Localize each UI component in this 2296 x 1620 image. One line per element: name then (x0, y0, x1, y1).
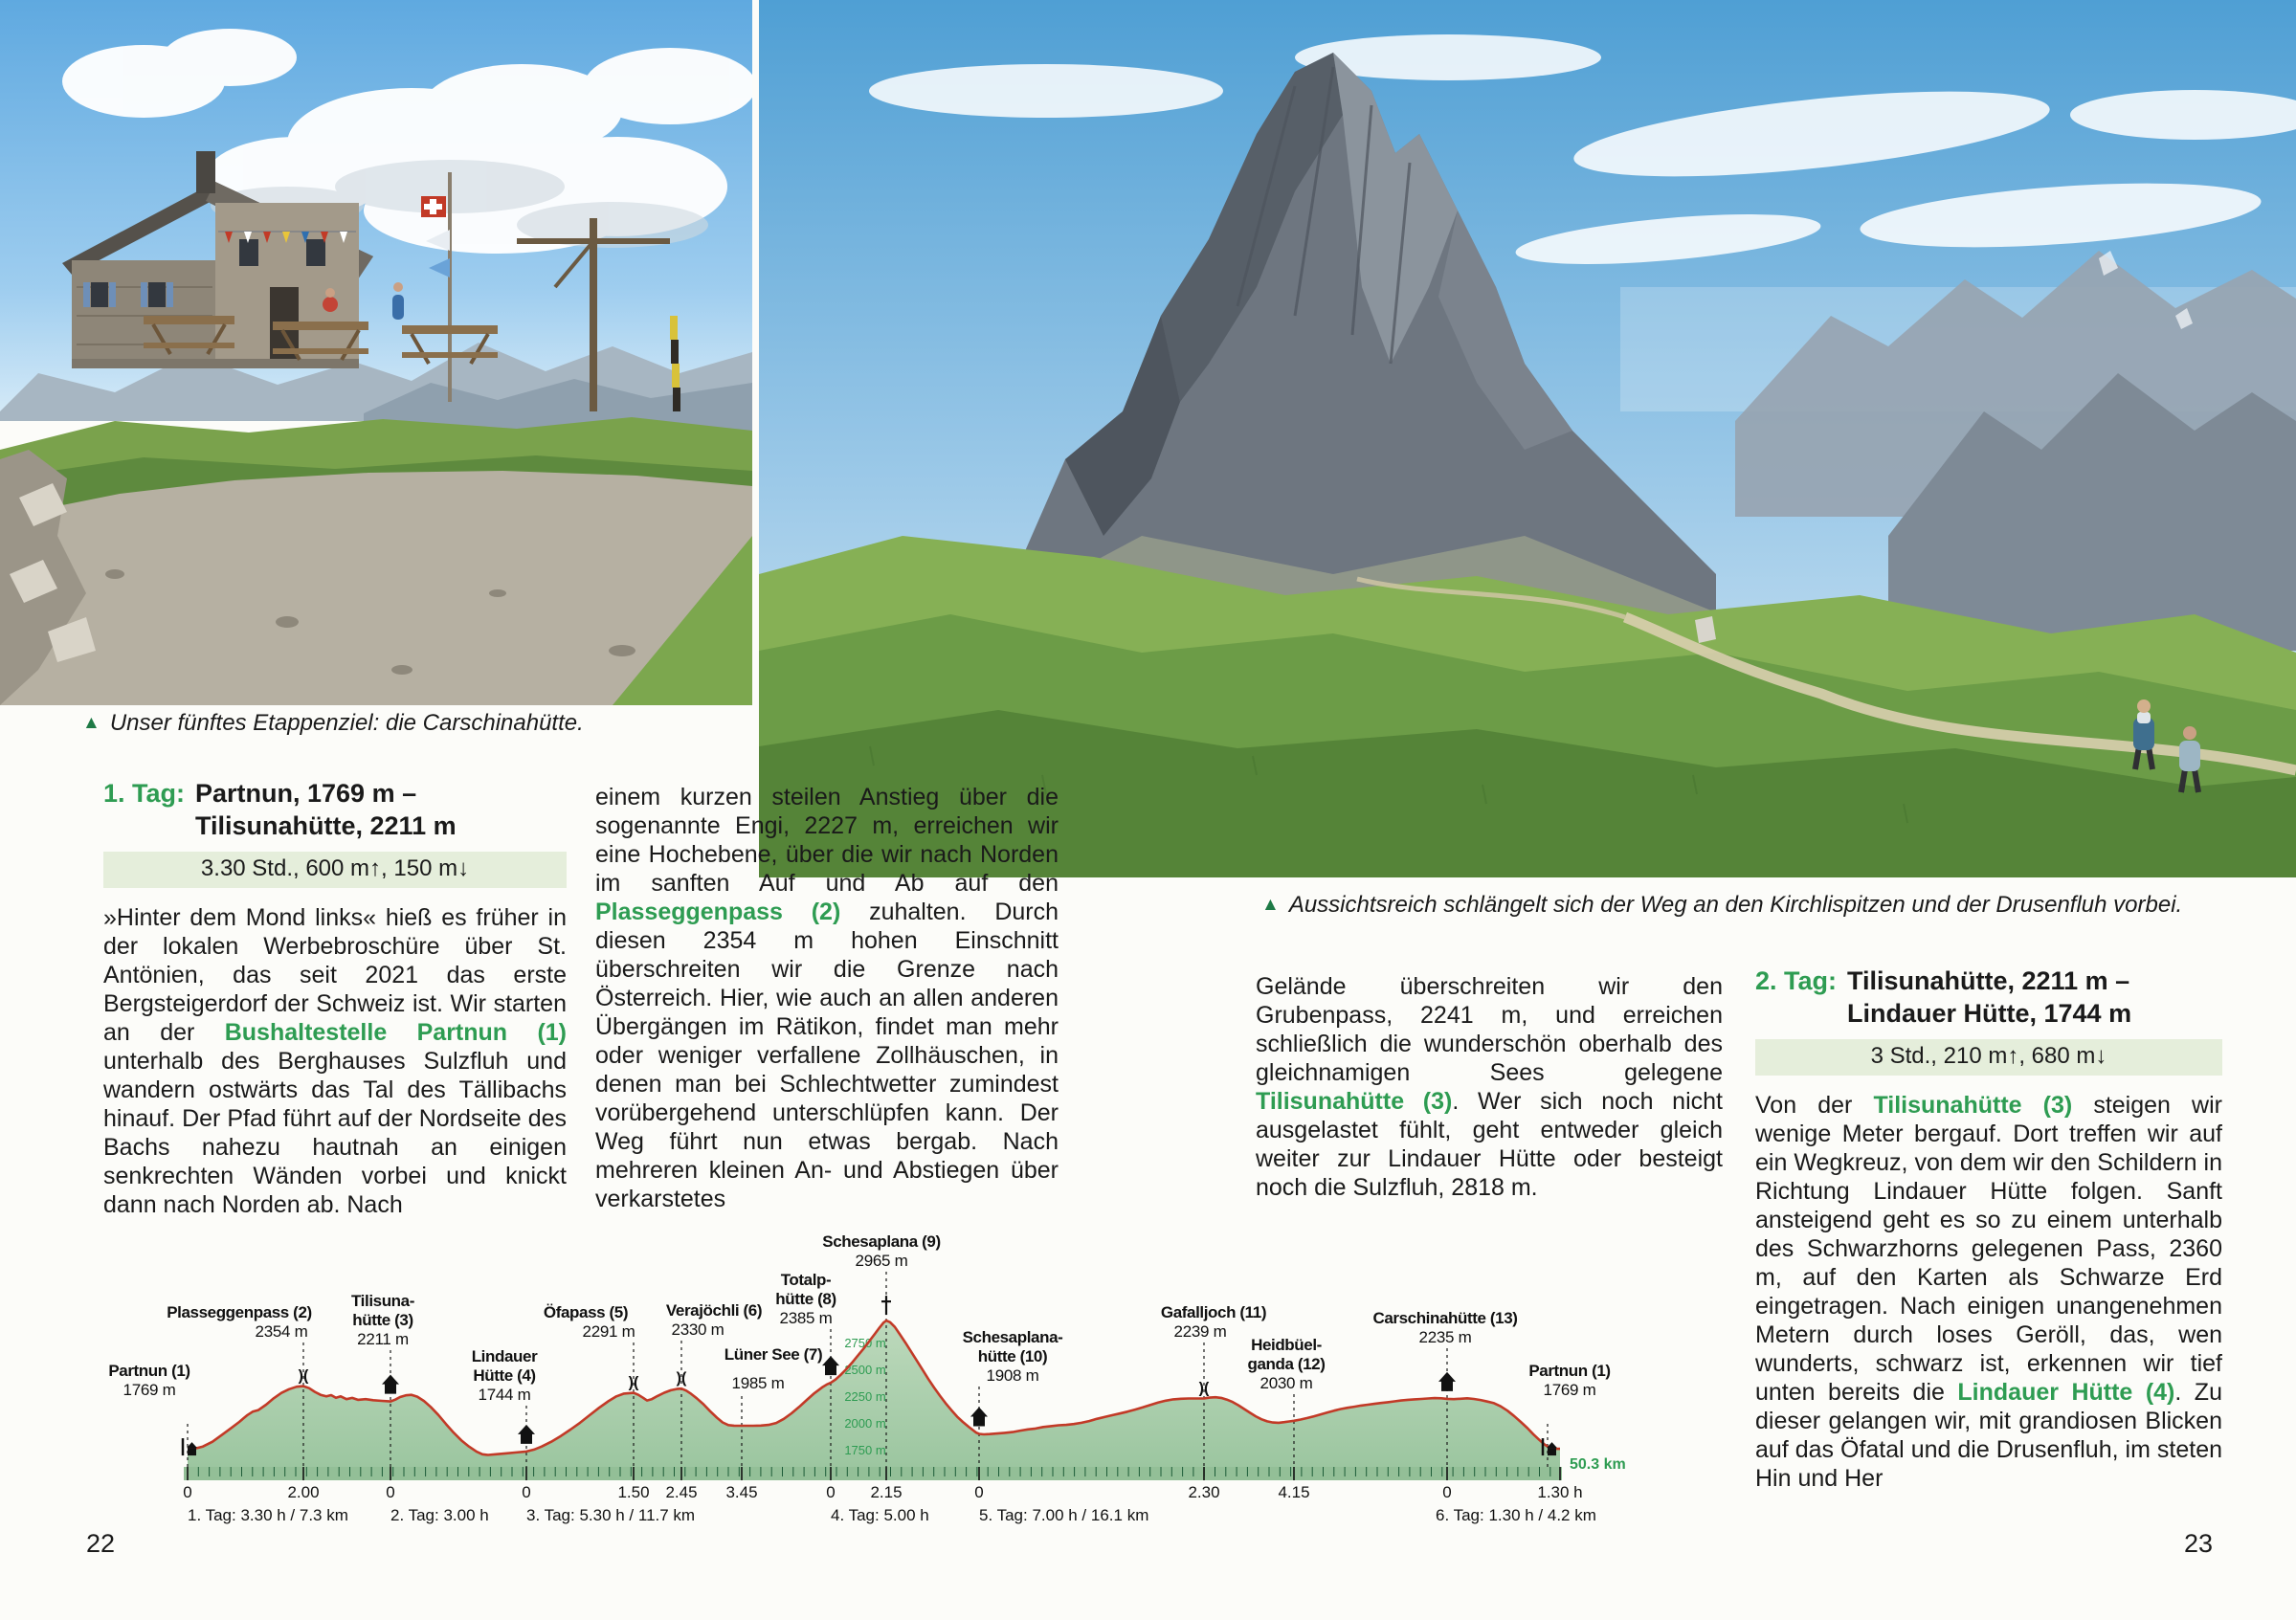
day2-title-line2: Lindauer Hütte, 1744 m (1847, 999, 2132, 1028)
body-text-run: . Wer sich noch nicht ausgelastet fühlt, geht entweder gleich weiter zur Lindauer Hütte oder besteigt noch die Sulzfluh, 2818 m. (1256, 1088, 1723, 1201)
waypoint-name-label: Partnun (1) (1528, 1362, 1611, 1380)
day2-title (1847, 965, 2131, 1030)
elevation-gridline-label: 2500 m (844, 1363, 886, 1378)
start-marker-icon (187, 1442, 197, 1448)
hut-icon (970, 1408, 988, 1427)
waypoint-elevation-label: 2330 m (671, 1320, 724, 1339)
caption-triangle-icon: ▲ (1261, 895, 1280, 915)
hut-icon (822, 1356, 839, 1375)
inline-waypoint-link: Lindauer Hütte (4) (1957, 1379, 2175, 1406)
day1-body-text (103, 903, 567, 1219)
column-continuation-right (1256, 972, 1723, 1202)
waypoint-name-label: Hütte (4) (473, 1366, 536, 1385)
body-text-run: Gelände überschreiten wir den Grubenpass, 2241 m, und erreichen schließlich die wunderschön oberhalb des gleichnamigen Sees gelegene (1256, 973, 1723, 1086)
waypoint-name-label: Tilisuna- (351, 1292, 414, 1310)
time-tick-label: 0 (974, 1483, 984, 1501)
time-tick-label: 4.15 (1278, 1483, 1310, 1501)
waypoint-elevation-label: 2385 m (779, 1309, 833, 1327)
waypoint-elevation-label: 2211 m (357, 1330, 409, 1348)
waypoint-elevation-label: 2239 m (1173, 1322, 1227, 1341)
time-tick-label: 0 (183, 1483, 192, 1501)
hut-icon (1438, 1372, 1456, 1391)
column-day2 (1755, 965, 2222, 1493)
pass-icon: )( (628, 1374, 639, 1391)
photo-kirchlispitzen (759, 0, 2296, 877)
waypoint-name-label: Partnun (1) (108, 1362, 190, 1380)
waypoint-elevation-label: 2030 m (1259, 1374, 1313, 1392)
caption-left (82, 710, 584, 737)
elevation-profile-chart (69, 1228, 1662, 1541)
pass-icon: )( (298, 1367, 309, 1385)
column-day1 (103, 777, 567, 1219)
day1-label: 1. Tag: (103, 779, 186, 808)
left-photo-illustration (0, 0, 752, 705)
waypoint-name-label: hütte (8) (775, 1290, 836, 1308)
inline-waypoint-link: Tilisunahütte (3) (1873, 1092, 2073, 1119)
time-tick-label: 0 (1442, 1483, 1452, 1501)
elevation-gridline-label: 2000 m (844, 1416, 886, 1431)
waypoint-name-label: Lüner See (7) (724, 1345, 823, 1364)
day1-title-line2: Tilisunahütte, 2211 m (195, 811, 457, 840)
elevation-gridline-label: 1750 m (844, 1443, 886, 1458)
pass-icon: )( (676, 1370, 687, 1387)
body-text-run: einem kurzen steilen Anstieg über die sogenannte Engi, 2227 m, erreichen wir eine Hochebene, über die wir nach Norden im sanften Auf und Ab auf den (595, 784, 1059, 897)
page-number-left: 22 (86, 1529, 116, 1558)
waypoint-name-label: ganda (12) (1247, 1355, 1326, 1373)
day2-stats-bar: 3 Std., 210 m↑, 680 m↓ (1755, 1039, 2222, 1076)
waypoint-name-label: Carschinahütte (13) (1372, 1309, 1518, 1327)
body-text-run: »Hinter dem Mond links« hieß es früher in der lokalen Werbebroschüre über St. Antönien, das seit 2021 das erste Bergsteigerdorf der Schweiz ist. Wir starten an der (103, 904, 567, 1046)
day-segment-label: 1. Tag: 3.30 h / 7.3 km (188, 1506, 348, 1524)
waypoint-elevation-label: 2291 m (582, 1322, 635, 1341)
pass-icon: )( (1198, 1380, 1210, 1397)
waypoint-name-label: Verajöchli (6) (665, 1301, 763, 1320)
waypoint-elevation-label: 1769 m (1543, 1381, 1596, 1399)
start-marker-icon (1548, 1448, 1556, 1455)
body-text-run: zuhalten. Durch diesen 2354 m hohen Einschnitt überschreiten wir die Grenze nach Österreich. Hier, wie auch an allen anderen Übergängen im Rätikon, findet man mehr oder weniger verfallene Zollhäuschen, in denen man bei Schlechtwetter zumindest vorübergehend unterschlüpfen kann. Der Weg führt nun etwas bergab. Nach mehreren kleinen An- und Abstiegen über verkarstetes (595, 899, 1059, 1212)
inline-waypoint-link: Plasseggenpass (2) (595, 899, 841, 925)
start-marker-icon (188, 1448, 196, 1455)
waypoint-name-label: Schesaplana- (962, 1328, 1063, 1346)
time-tick-label: 2.00 (287, 1483, 320, 1501)
right-photo-illustration (759, 0, 2296, 877)
body-text-run: steigen wir wenige Meter bergauf. Dort treffen wir auf ein Wegkreuz, von dem wir den Schildern in Richtung Lindauer Hütte folgen. Sanft ansteigend geht es so zu einem unterhalb des Schwarzhorns gelegenen Pass, 2360 m, auf den Karten als Schwarze Erd eingetragen. Nach einigen unangenehmen Metern durch loses Geröll, das, wen wunderts, schwarz ist, erkennen wir tief unten bereits die (1755, 1092, 2222, 1406)
time-tick-label: 2.45 (665, 1483, 698, 1501)
waypoint-name-label: Gafalljoch (11) (1160, 1303, 1267, 1321)
waypoint-name-label: Totalp- (780, 1271, 832, 1289)
waypoint-name-label: Schesaplana (9) (822, 1232, 941, 1251)
caption-right (1261, 892, 2182, 919)
day1-title-line1: Partnun, 1769 m – (195, 779, 417, 808)
time-tick-label: 0 (522, 1483, 531, 1501)
day2-title-line1: Tilisunahütte, 2211 m – (1847, 966, 2130, 995)
waypoint-name-label: hütte (3) (352, 1311, 413, 1329)
inline-waypoint-link: Bushaltestelle Partnun (1) (224, 1019, 567, 1046)
hut-icon (518, 1425, 535, 1444)
body-text-run: Von der (1755, 1092, 1874, 1119)
day-segment-label: 4. Tag: 5.00 h (831, 1506, 929, 1524)
total-distance-label: 50.3 km (1570, 1456, 1626, 1473)
caption-right-text: Aussichtsreich schlängelt sich der Weg an den Kirchlispitzen und der Drusenfluh vorbei. (1288, 892, 2183, 918)
waypoint-elevation-label: 2965 m (855, 1252, 908, 1270)
marker-stone (1695, 616, 1716, 643)
day2-body-text (1755, 1091, 2222, 1493)
inline-waypoint-link: Tilisunahütte (3) (1256, 1088, 1453, 1115)
time-tick-label: 0 (826, 1483, 836, 1501)
elevation-gridline-label: 2750 m (844, 1336, 886, 1351)
body-text-run: unterhalb des Berghauses Sulzfluh und wandern ostwärts das Tal des Tällibachs hinauf. Der Pfad führt auf der Nordseite des Bachs nahezu hautnah an einigen senkrechten Wänden vorbei und knickt dann nach Norden ab. Nach (103, 1048, 567, 1218)
waypoint-elevation-label: 2235 m (1418, 1328, 1472, 1346)
day-segment-label: 2. Tag: 3.00 h (390, 1506, 489, 1524)
hut-icon (382, 1375, 399, 1394)
waypoint-elevation-label: 1985 m (731, 1374, 785, 1392)
waypoint-elevation-label: 1769 m (123, 1381, 176, 1399)
time-tick-label: 1.50 (617, 1483, 650, 1501)
waypoint-elevation-label: 2354 m (255, 1322, 308, 1341)
page-number-right: 23 (2184, 1529, 2214, 1558)
day2-heading (1755, 965, 2222, 1030)
time-tick-label: 3.45 (725, 1483, 758, 1501)
waypoint-name-label: Öfapass (5) (543, 1303, 629, 1321)
column-continuation-left (595, 783, 1059, 1213)
day1-stats-bar: 3.30 Std., 600 m↑, 150 m↓ (103, 852, 567, 888)
day2-label: 2. Tag: (1755, 966, 1838, 995)
time-tick-label: 1.30 h (1537, 1483, 1583, 1501)
waypoint-elevation-label: 1908 m (986, 1366, 1039, 1385)
waypoint-name-label: hütte (10) (977, 1347, 1048, 1365)
day-segment-label: 5. Tag: 7.00 h / 16.1 km (979, 1506, 1149, 1524)
continuation2-body-text (1256, 972, 1723, 1202)
elevation-gridline-label: 2250 m (844, 1389, 886, 1405)
caption-triangle-icon: ▲ (82, 713, 100, 733)
day-segment-label: 3. Tag: 5.30 h / 11.7 km (526, 1506, 696, 1524)
waypoint-name-label: Heidbüel- (1251, 1336, 1322, 1354)
start-marker-icon (1547, 1442, 1557, 1448)
body-text-run: . Zu dieser gelangen wir, mit grandiosen Blicken auf das Öfatal und die Drusenfluh, im steten Hin und Her (1755, 1379, 2222, 1492)
continuation-body-text (595, 783, 1059, 1213)
time-tick-label: 2.15 (870, 1483, 903, 1501)
waypoint-elevation-label: 1744 m (478, 1386, 531, 1404)
time-tick-label: 0 (386, 1483, 395, 1501)
day1-title (195, 777, 457, 842)
day1-heading (103, 777, 567, 842)
waypoint-name-label: Plasseggenpass (2) (167, 1303, 312, 1321)
photo-carschinahuette (0, 0, 752, 705)
day-segment-label: 6. Tag: 1.30 h / 4.2 km (1436, 1506, 1596, 1524)
time-tick-label: 2.30 (1188, 1483, 1220, 1501)
caption-left-text: Unser fünftes Etappenziel: die Carschinahütte. (109, 710, 584, 736)
waypoint-name-label: Lindauer (471, 1347, 538, 1365)
elevation-profile-svg (69, 1228, 1662, 1536)
